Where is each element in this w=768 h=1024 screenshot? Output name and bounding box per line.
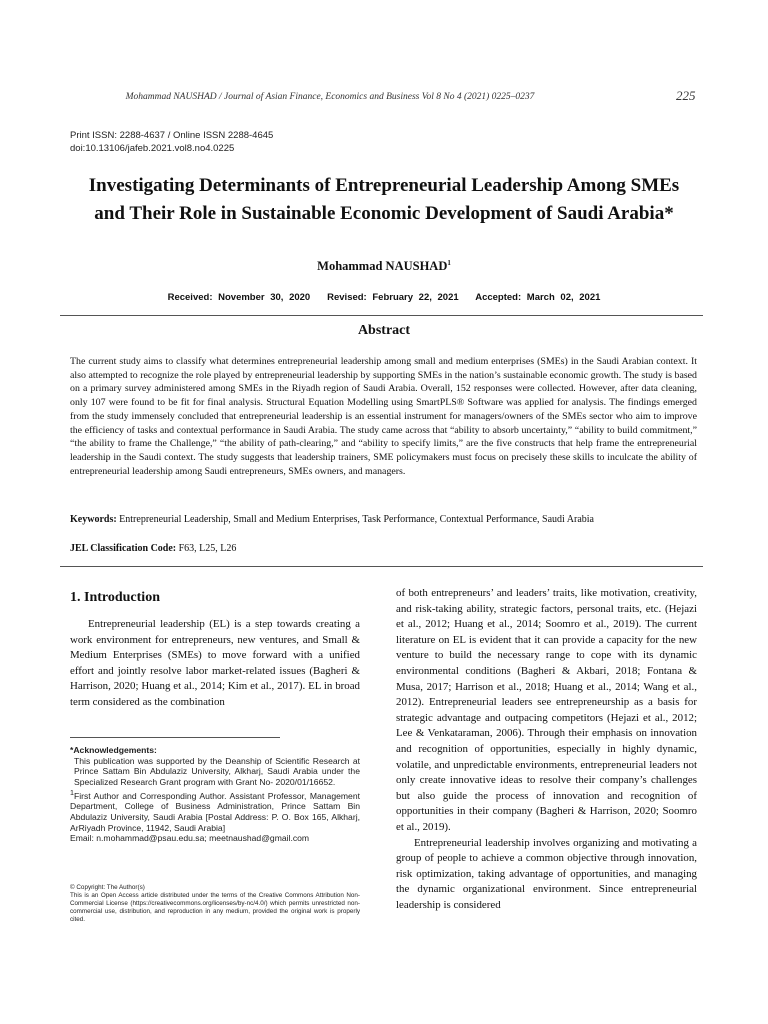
footnote-rule — [70, 737, 280, 738]
jel-classification — [70, 543, 697, 554]
received-date: Received: November 30, 2020 — [167, 292, 311, 303]
keywords-text: Entrepreneurial Leadership, Small and Medium Enterprises, Task Performance, Contextual Performance, Saudi Arabia — [119, 514, 594, 525]
keywords — [70, 514, 697, 525]
author-line — [60, 259, 708, 274]
abstract-heading: Abstract — [357, 323, 411, 338]
journal-identifiers — [70, 129, 273, 155]
copyright-line: © Copyright: The Author(s) — [70, 884, 145, 891]
jel-codes: F63, L25, L26 — [178, 543, 237, 554]
running-head: Mohammad NAUSHAD / Journal of Asian Finance, Economics and Business Vol 8 No 4 (2021) 0225–0237 — [125, 92, 535, 102]
title-line-2: and Their Role in Sustainable Economic Development of Saudi Arabia* — [94, 203, 674, 224]
issn-line: Print ISSN: 2288-4637 / Online ISSN 2288-4645 — [70, 130, 274, 141]
author-affiliation-mark: 1 — [447, 259, 451, 267]
accepted-date: Accepted: March 02, 2021 — [475, 292, 601, 303]
acknowledgements-label: *Acknowledgements: — [70, 745, 157, 755]
author-footnote-text: First Author and Corresponding Author. Assistant Professor, Management Department, College of Business Administration, Prince Sattam Bin Abdulaziz University, Saudi Arabia [Postal Address: P. O. Box 165, Alkharj, ArRiyadh Province, 11942, Saudi Arabia] — [70, 790, 360, 833]
abstract-top-rule — [60, 315, 703, 316]
paper-title — [60, 172, 708, 228]
submission-dates — [60, 292, 708, 303]
section-heading-introduction: 1. Introduction — [70, 590, 160, 605]
abstract-text: The current study aims to classify what determines entrepreneurial leadership among small and medium enterprises (SMEs) in the Saudi Arabian context. It also attempted to recognize the role played by entrepreneurial leadership by supporting SMEs in the nation’s sustainable economic growth. The study is based on a primary survey administered among SMEs in the Riyadh region of Saudi Arabia. Overall, 152 responses were collected. However, after data cleaning, only 107 were found to be fit for final analysis. Structural Equation Modelling using SmartPLS® Software was applied for analysis. The findings emerged from the study immensely concluded that entrepreneurial leadership is an essential instrument for managers/owners of the SMEs sector who aim to improve the efficiency of tasks and contextual performance in Saudi Arabia. The study came across that “ability to absorb uncertainty,” “ability to build commitment,” “the ability to frame the Challenge,” “the ability of path-clearing,” and “ability to specify limits,” are the five constructs that help frame the entrepreneurial leadership in the Saudi context. The study suggests that leadership trainers, SME policymakers must focus on precisely these skills to inculcate the ability of entrepreneurial leadership among Saudi entrepreneurs, SMEs owners, and managers. — [70, 356, 697, 477]
license-text: This is an Open Access article distributed under the terms of the Creative Commons Attribution Non-Commercial License (https://creativecommons.org/licenses/by-nc/4.0/) which permits unrestricted non-commercial use, distribution, and reproduction in any medium, provided the original work is properly cited. — [70, 892, 360, 923]
acknowledgements-text: This publication was supported by the Deanship of Scientific Research at Prince Sattam Bin Abdulaziz University, Alkharj, Saudi Arabia under the Specialized Research Grant program with Grant No- 2020/01/16652. — [74, 755, 360, 788]
email-footnote: Email: n.mohammad@psau.edu.sa; meetnaushad@gmail.com — [70, 833, 310, 844]
abstract-bottom-rule — [60, 566, 703, 567]
introduction-paragraph-right-2: Entrepreneurial leadership involves organizing and motivating a group of people to achieve a common objective through innovation, risk optimization, taking advantage of opportunities, and managing the dynamic organizational environment. Since entrepreneurial leadership is considered — [396, 836, 697, 911]
author-footnote-mark: 1 — [70, 788, 74, 797]
revised-date: Revised: February 22, 2021 — [327, 292, 459, 303]
copyright-notice — [70, 884, 360, 924]
introduction-paragraph-right-1: of both entrepreneurs’ and leaders’ traits, like motivation, creativity, and risk-taking ability, strategic factors, personal traits, etc. (Hejazi et al., 2012; Huang et al., 2014; Soomro et al., 2019). The current literature on EL is evident that it can provide a capacity for the new venture to build the necessary range to cope with its dynamic environmental conditions (Bagheri & Akbari, 2018; Fontana & Musa, 2017; Harrison et al., 2018; Huang et al., 2014; Wang et al., 2012). Entrepreneurial leaders see entrepreneurship as a basis for strategic advantage and outpacing competitors (Hejazi et al., 2012; Lee & Venkataraman, 2006). Through their emphasis on innovation and recognition of opportunities, especially in highly dynamic, volatile, and unpredictable environments, entrepreneurial leaders not only create innovative ideas to resolve their company’s challenges but also guide the process of innovation and recognition of opportunities in their company (Bagheri & Harrison, 2020; Soomro et al., 2019). — [396, 587, 697, 833]
page-number: 225 — [676, 88, 696, 103]
author-footnote — [70, 788, 360, 834]
title-line-1: Investigating Determinants of Entrepreneurial Leadership Among SMEs — [88, 175, 680, 196]
jel-label: JEL Classification Code: — [70, 543, 177, 554]
introduction-paragraph-left: Entrepreneurial leadership (EL) is a step towards creating a work environment for entrepreneurs, new ventures, and Small & Medium Enterprises (SMEs) to move forward with a unified effort and jointly resolve labor market-related issues (Bagheri & Harrison, 2020; Huang et al., 2014; Kim et al., 2017). EL in broad term considered as the combination — [70, 618, 360, 708]
author-name: Mohammad NAUSHAD — [317, 259, 448, 274]
doi-line: doi:10.13106/jafeb.2021.vol8.no4.0225 — [70, 143, 235, 154]
footnotes — [70, 745, 360, 844]
keywords-label: Keywords: — [70, 514, 117, 525]
introduction-right-column — [396, 586, 697, 913]
